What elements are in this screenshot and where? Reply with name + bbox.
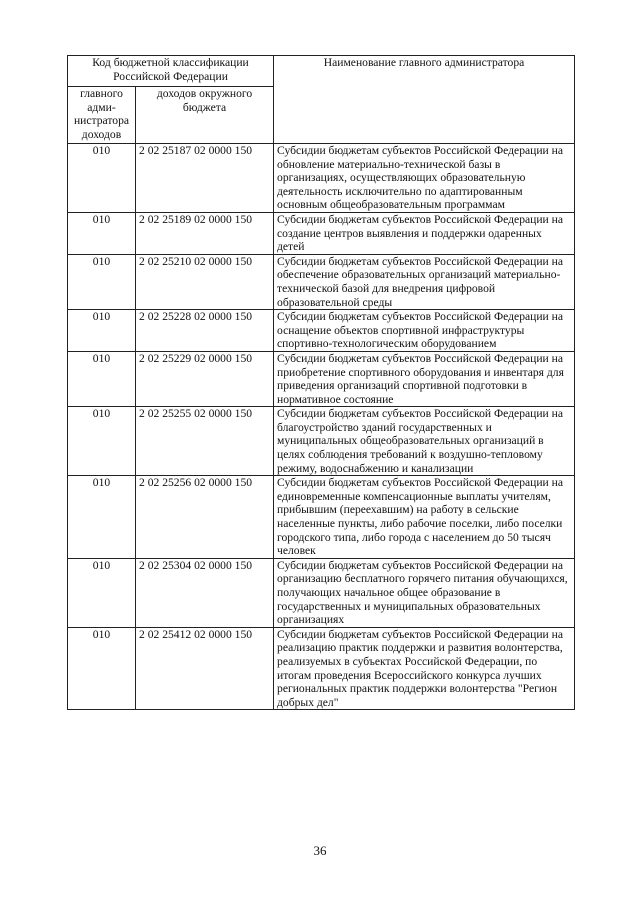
admin-code-cell: 010 (68, 254, 136, 309)
header-admin-code: главного адми-нистратора доходов (68, 87, 136, 144)
table-row (68, 144, 575, 213)
admin-name-cell: Субсидии бюджетам субъектов Российской Федерации на реализацию практик поддержки и развития волонтерства, реализуемых в субъектах Российской Федерации, по итогам проведения Всероссийского конкурса лучших региональных практик поддержки волонтерства "Регион добрых дел" (274, 627, 575, 710)
admin-name-cell: Субсидии бюджетам субъектов Российской Федерации на организацию бесплатного горячего питания обучающихся, получающих начальное общее образование в государственных и муниципальных образовательных организациях (274, 558, 575, 627)
admin-code-cell: 010 (68, 351, 136, 406)
table-row (68, 476, 575, 559)
income-code-cell: 2 02 25255 02 0000 150 (136, 407, 274, 476)
admin-code-cell: 010 (68, 476, 136, 559)
income-code-cell: 2 02 25412 02 0000 150 (136, 627, 274, 710)
admin-code-cell: 010 (68, 407, 136, 476)
admin-code-cell: 010 (68, 310, 136, 352)
income-code-cell: 2 02 25256 02 0000 150 (136, 476, 274, 559)
income-code-cell: 2 02 25304 02 0000 150 (136, 558, 274, 627)
admin-code-cell: 010 (68, 212, 136, 254)
header-admin-name: Наименование главного администратора (274, 56, 575, 144)
admin-name-cell: Субсидии бюджетам субъектов Российской Федерации на оснащение объектов спортивной инфраструктуры спортивно-технологическим оборудованием (274, 310, 575, 352)
income-code-cell: 2 02 25228 02 0000 150 (136, 310, 274, 352)
income-code-cell: 2 02 25187 02 0000 150 (136, 144, 274, 213)
table-row (68, 627, 575, 710)
header-income-code: доходов окружного бюджета (136, 87, 274, 144)
table-row (68, 212, 575, 254)
admin-name-cell: Субсидии бюджетам субъектов Российской Федерации на обновление материально-технической базы в организациях, осуществляющих образовательную деятельность исключительно по адаптированным основным общеобразовательным программам (274, 144, 575, 213)
header-code-group: Код бюджетной классификации Российской Федерации (68, 56, 274, 87)
table-row (68, 310, 575, 352)
table-row (68, 407, 575, 476)
table-row (68, 558, 575, 627)
table-row (68, 351, 575, 406)
admin-code-cell: 010 (68, 144, 136, 213)
admin-name-cell: Субсидии бюджетам субъектов Российской Федерации на приобретение спортивного оборудования и инвентаря для приведения организаций спортивной подготовки в нормативное состояние (274, 351, 575, 406)
admin-code-cell: 010 (68, 558, 136, 627)
admin-code-cell: 010 (68, 627, 136, 710)
admin-name-cell: Субсидии бюджетам субъектов Российской Федерации на создание центров выявления и поддержки одаренных детей (274, 212, 575, 254)
income-code-cell: 2 02 25229 02 0000 150 (136, 351, 274, 406)
income-code-cell: 2 02 25189 02 0000 150 (136, 212, 274, 254)
admin-name-cell: Субсидии бюджетам субъектов Российской Федерации на благоустройство зданий государственных и муниципальных общеобразовательных организаций в целях соблюдения требований к воздушно-тепловому режиму, водоснабжению и канализации (274, 407, 575, 476)
admin-name-cell: Субсидии бюджетам субъектов Российской Федерации на единовременные компенсационные выплаты учителям, прибывшим (переехавшим) на работу в сельские населенные пункты, либо рабочие поселки, либо поселки городского типа, либо города с населением до 50 тысяч человек (274, 476, 575, 559)
page-number: 36 (313, 843, 327, 858)
budget-classification-table (67, 55, 575, 710)
income-code-cell: 2 02 25210 02 0000 150 (136, 254, 274, 309)
table-row (68, 254, 575, 309)
admin-name-cell: Субсидии бюджетам субъектов Российской Федерации на обеспечение образовательных организаций материально-технической базой для внедрения цифровой образовательной среды (274, 254, 575, 309)
